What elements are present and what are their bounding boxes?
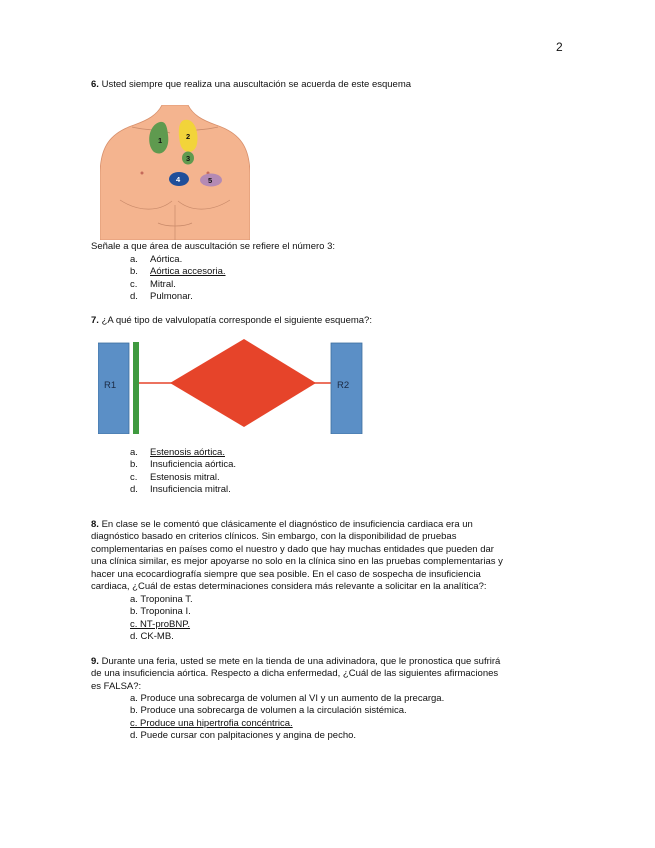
question-7-text: ¿A qué tipo de valvulopatía corresponde el siguiente esquema?: bbox=[101, 315, 372, 326]
r2-label: R2 bbox=[337, 380, 350, 391]
question-9 bbox=[91, 656, 566, 693]
question-7-option-d[interactable]: d. Insuficiencia mitral. bbox=[130, 484, 231, 496]
chest-auscultation-figure bbox=[100, 105, 250, 240]
question-9-option-a[interactable]: a. Produce una sobrecarga de volumen al VI y un aumento de la precarga. bbox=[130, 693, 445, 704]
question-7-options bbox=[130, 447, 236, 497]
question-6-option-d[interactable]: d. Pulmonar. bbox=[130, 291, 193, 303]
valve-bar bbox=[133, 342, 139, 434]
question-8 bbox=[91, 519, 566, 593]
question-7-option-a[interactable]: a. Estenosis aórtica. bbox=[130, 447, 225, 458]
question-8-line-3: complementarias en países como el nuestro y dado que hay muchas entidades que pueden dar bbox=[91, 543, 494, 555]
question-8-line-2: diagnóstico basado en criterios clínicos. Sin embargo, con la disponibilidad de pruebas bbox=[91, 531, 457, 543]
question-8-option-d[interactable]: d. CK-MB. bbox=[130, 631, 174, 643]
question-6-prompt: Señale a que área de auscultación se refiere el número 3: bbox=[91, 241, 335, 252]
question-6-option-c[interactable]: c. Mitral. bbox=[130, 278, 176, 290]
question-9-option-c[interactable]: c. Produce una hipertrofia concéntrica. bbox=[130, 717, 293, 729]
question-9-options bbox=[130, 693, 444, 743]
area-3-label: 3 bbox=[186, 154, 191, 163]
area-2-label: 2 bbox=[186, 132, 191, 141]
question-8-line-4: una clínica similar, es mejor apoyarse no solo en la clínica sino en las pruebas complementarias y bbox=[91, 556, 503, 568]
question-8-option-c[interactable]: c. NT-proBNP. bbox=[130, 618, 191, 630]
question-6 bbox=[91, 79, 566, 91]
question-9-number: 9. bbox=[91, 656, 99, 667]
question-6-number: 6. bbox=[91, 79, 99, 90]
page-number: 2 bbox=[556, 40, 563, 54]
crescendo-decrescendo-murmur bbox=[170, 339, 316, 427]
question-6-option-b[interactable]: b. Aórtica accesoria. bbox=[130, 266, 226, 278]
question-8-option-b[interactable]: b. Troponina I. bbox=[130, 606, 191, 618]
question-8-line-5: hacer una ecocardiografía siempre que sea posible. En el caso de sospecha de insuficiencia bbox=[91, 568, 481, 580]
question-8-options bbox=[130, 594, 193, 644]
question-8-line-6: cardiaca, ¿Cuál de estas determinaciones considera más relevante a solicitar en la analítica?: bbox=[91, 581, 487, 593]
area-5-label: 5 bbox=[208, 176, 213, 185]
question-9-option-d[interactable]: d. Puede cursar con palpitaciones y angina de pecho. bbox=[130, 730, 357, 742]
question-6-text: Usted siempre que realiza una auscultación se acuerda de este esquema bbox=[101, 79, 412, 90]
area-4-label: 4 bbox=[176, 175, 181, 184]
valvulopathy-diagram bbox=[98, 338, 363, 434]
question-9-option-b[interactable]: b. Produce una sobrecarga de volumen a la circulación sistémica. bbox=[130, 705, 407, 717]
question-9-line-3: es FALSA?: bbox=[91, 680, 142, 692]
question-8-line-1: 8. En clase se le comentó que clásicamente el diagnóstico de insuficiencia cardiaca era un bbox=[91, 519, 473, 530]
question-7-option-b[interactable]: b. Insuficiencia aórtica. bbox=[130, 459, 237, 471]
question-9-line-1: 9. Durante una feria, usted se mete en la tienda de una adivinadora, que le pronostica que sufrirá bbox=[91, 656, 501, 667]
question-7-option-c[interactable]: c. Estenosis mitral. bbox=[130, 471, 220, 483]
r1-label: R1 bbox=[104, 380, 117, 391]
area-1-label: 1 bbox=[158, 136, 163, 145]
question-6-option-a[interactable]: a. Aórtica. bbox=[130, 254, 183, 265]
question-7-number: 7. bbox=[91, 315, 99, 326]
question-6-options bbox=[130, 254, 226, 304]
question-9-line-2: de una insuficiencia aórtica. Respecto a dicha enfermedad, ¿Cuál de las siguientes afirmaciones bbox=[91, 668, 499, 680]
left-nipple bbox=[141, 172, 144, 175]
question-7 bbox=[91, 315, 566, 327]
question-8-option-a[interactable]: a. Troponina T. bbox=[130, 594, 193, 605]
question-8-number: 8. bbox=[91, 519, 99, 530]
